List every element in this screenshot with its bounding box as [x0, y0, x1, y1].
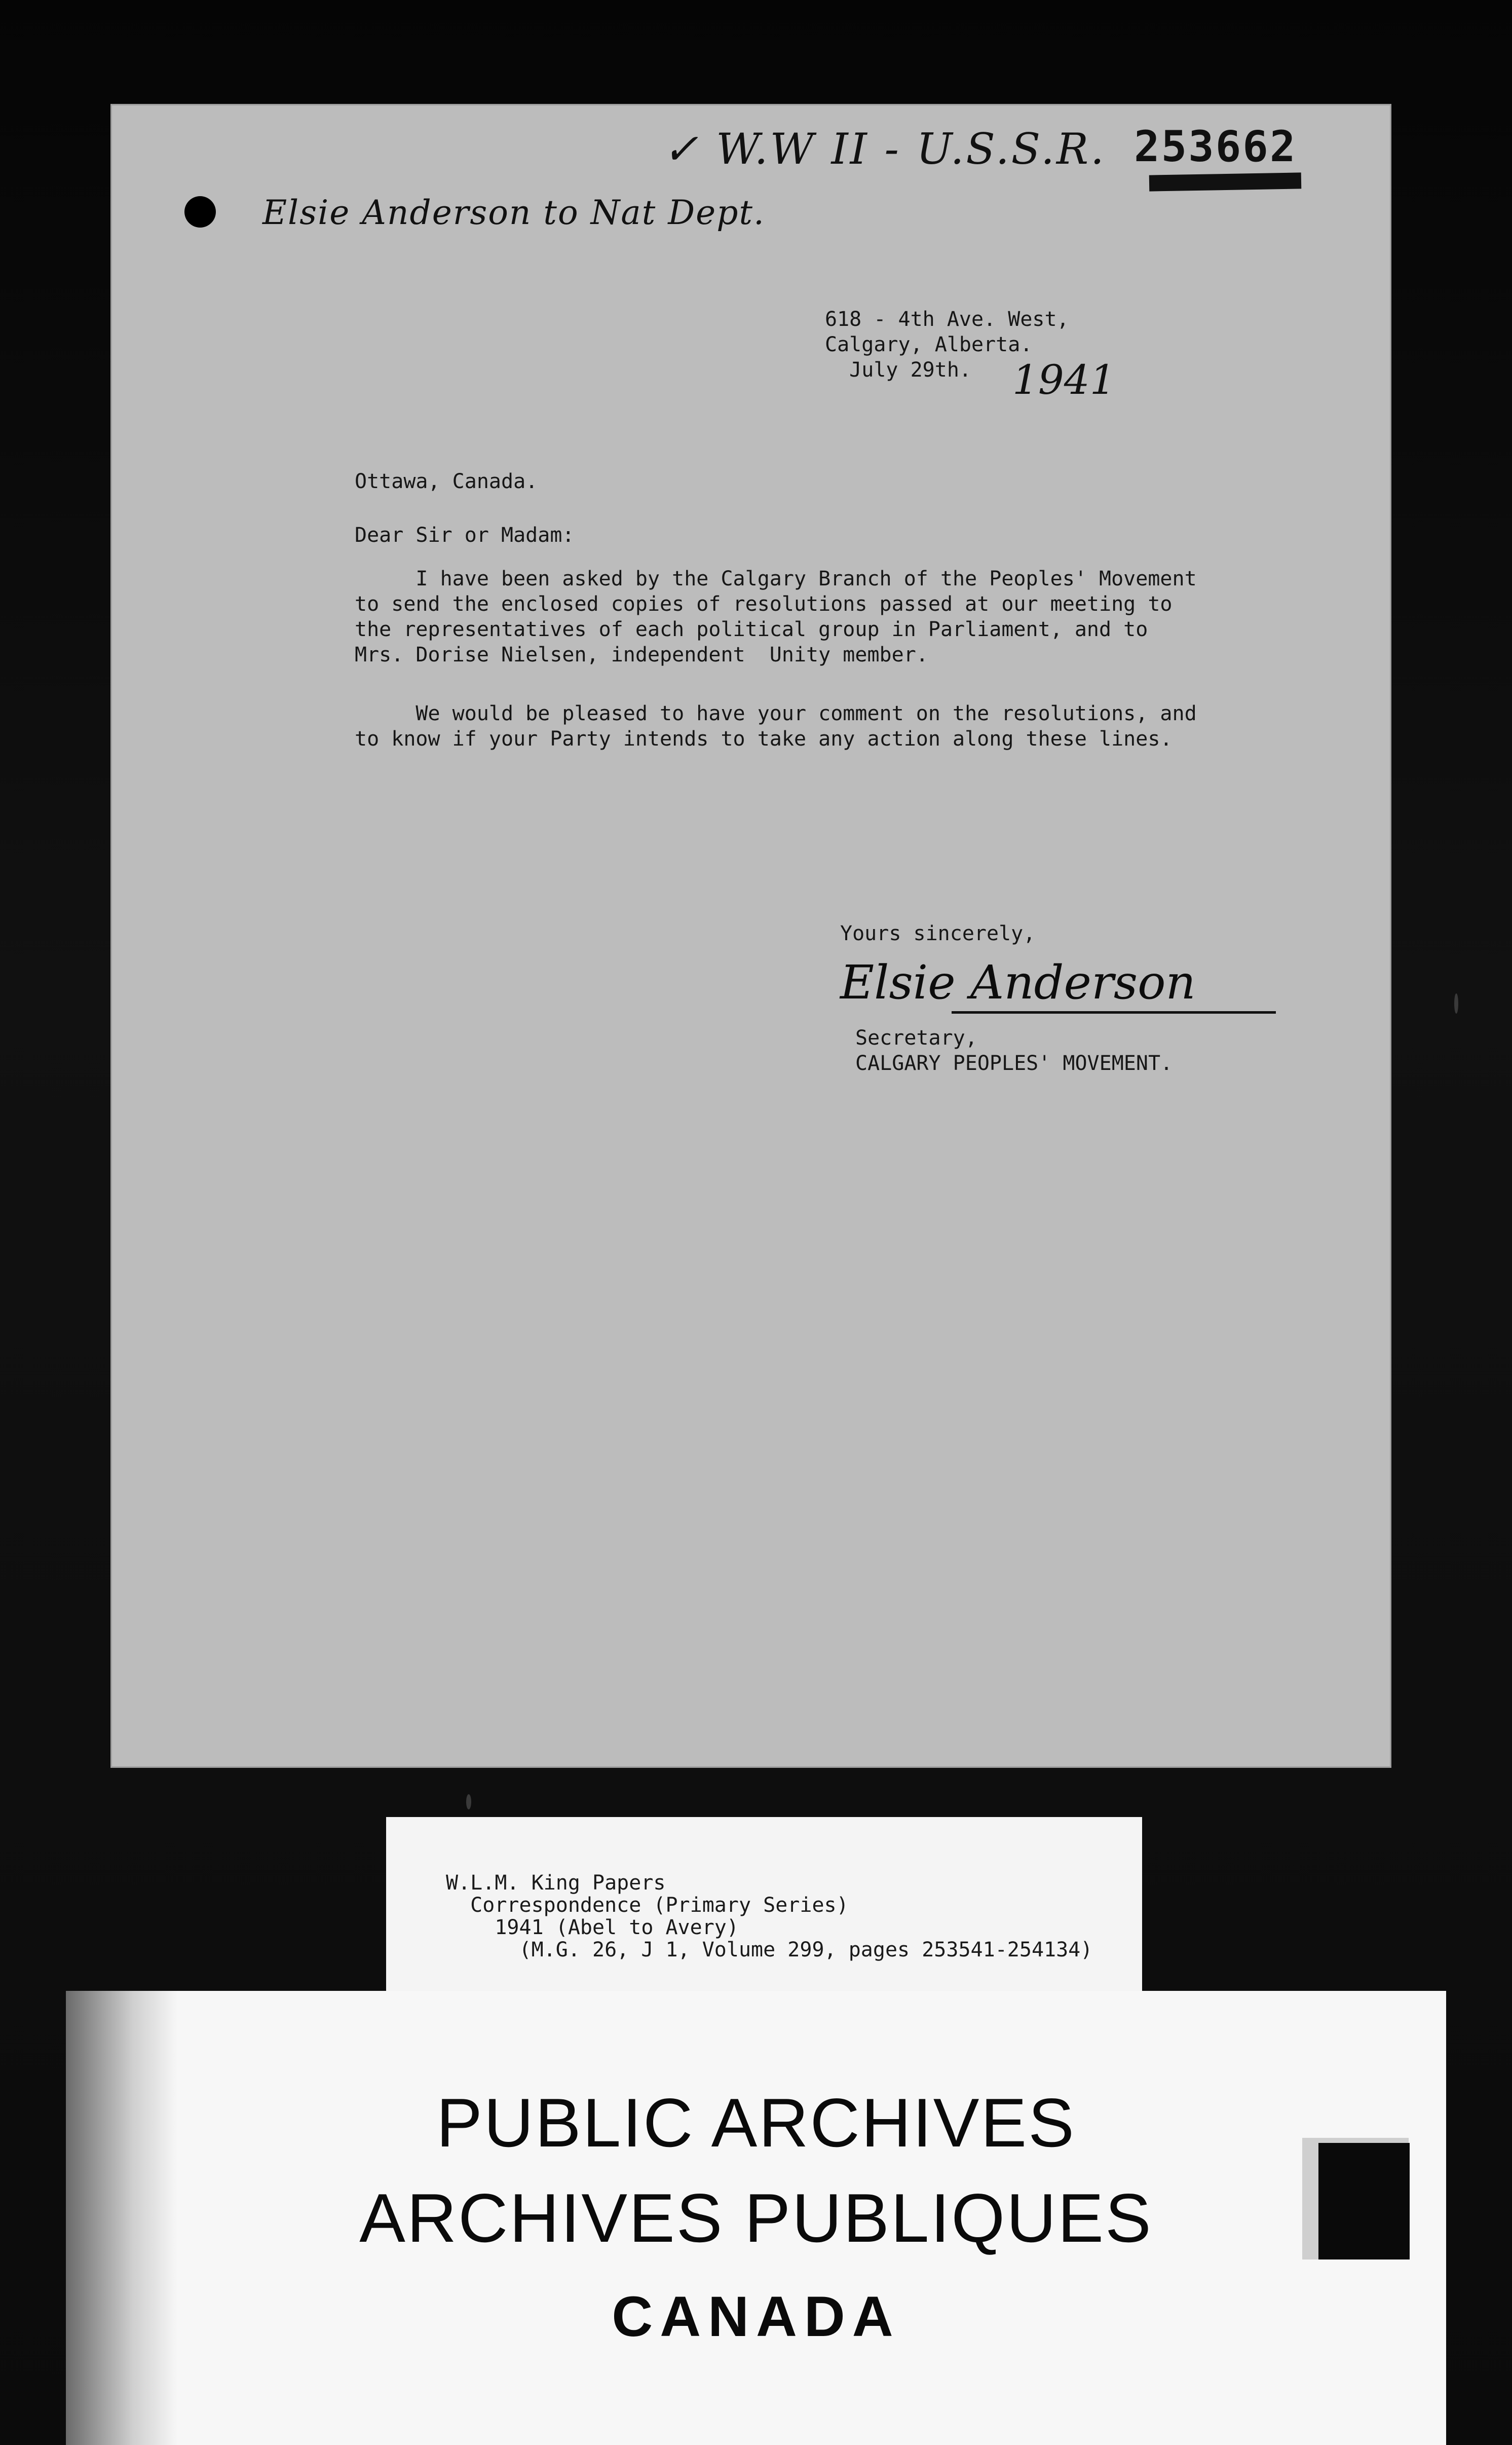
punch-hole: [184, 196, 216, 228]
closing: Yours sincerely,: [840, 922, 1036, 945]
citation-label: [386, 1817, 1142, 1995]
sender-address: 618 - 4th Ave. West, Calgary, Alberta. July 29th.: [825, 308, 1069, 382]
body-paragraph-1: I have been asked by the Calgary Branch of the Peoples' Movement to send the enclosed copies of resolutions passed at our meeting to the representatives of each political group in Parliament, and to Mrs. Dorise Nielsen, independent Unity member.: [355, 567, 1197, 666]
banner-line-country: CANADA: [612, 2285, 900, 2348]
citation-text: W.L.M. King Papers Correspondence (Primary Series) 1941 (Abel to Avery) (M.G. 26, J 1, Volume 299, pages 253541-254134): [446, 1871, 1093, 1961]
salutation: Dear Sir or Madam:: [355, 524, 575, 547]
handwritten-author-note: Elsie Anderson to Nat Dept.: [262, 193, 765, 232]
dust-speck: [466, 1794, 471, 1809]
banner-line-english: PUBLIC ARCHIVES: [436, 2084, 1076, 2161]
archive-banner: [66, 1991, 1446, 2445]
letter-page: [110, 104, 1391, 1768]
handwritten-year: 1941: [1012, 356, 1116, 403]
struck-out-number: [1149, 172, 1302, 191]
dust-speck: [1454, 993, 1458, 1014]
handwritten-file-note: ✓ W.W II - U.S.S.R.: [663, 124, 1106, 174]
body-paragraph-2: We would be pleased to have your comment on the resolutions, and to know if your Party intends to take any action along these lines.: [355, 702, 1197, 751]
banner-line-french: ARCHIVES PUBLIQUES: [359, 2179, 1153, 2256]
signature: Elsie Anderson: [840, 955, 1196, 1010]
archive-page-number: 253662: [1134, 122, 1297, 171]
signature-flourish: [952, 1011, 1276, 1014]
signer-title: Secretary, CALGARY PEOPLES' MOVEMENT.: [855, 1026, 1173, 1075]
recipient-line: Ottawa, Canada.: [355, 470, 538, 493]
